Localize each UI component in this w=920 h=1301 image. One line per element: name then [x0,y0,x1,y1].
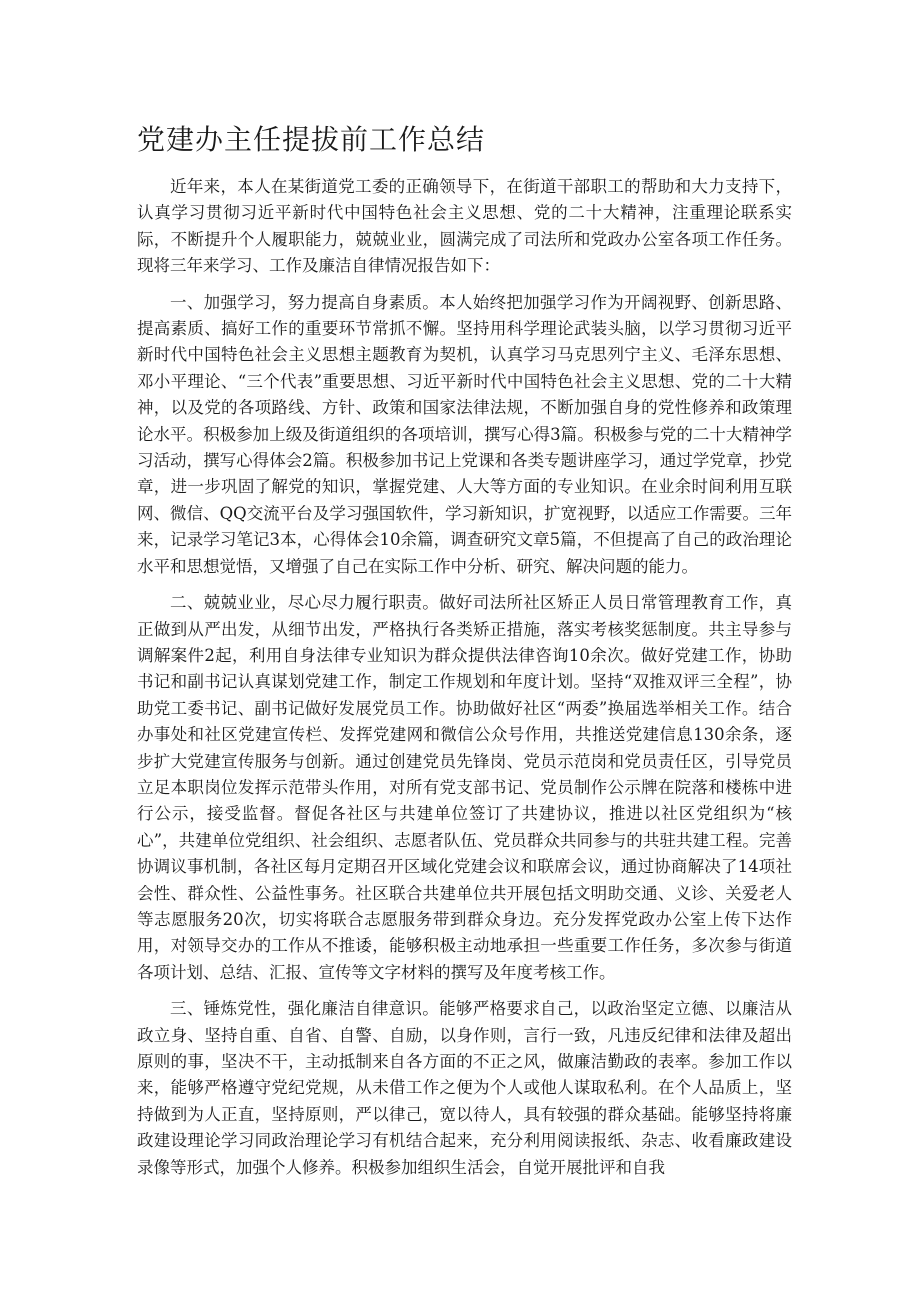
paragraph-intro: 近年来，本人在某街道党工委的正确领导下，在街道干部职工的帮助和大力支持下，认真学习贯彻习近平新时代中国特色社会主义思想、党的二十大精神，注重理论联系实际，不断提升个人履职能力，兢兢业业，圆满完成了司法所和党政办公室各项工作任务。现将三年来学习、工作及廉洁自律情况报告如下： [137,177,792,276]
document-title: 党建办主任提拔前工作总结 [137,123,486,156]
paragraph-integrity: 三、锤炼党性，强化廉洁自律意识。能够严格要求自己，以政治坚定立德、以廉洁从政立身、坚持自重、自省、自警、自励，以身作则，言行一致，凡违反纪律和法律及超出原则的事，坚决不干，主动抵制来自各方面的不正之风，做廉洁勤政的表率。参加工作以来，能够严格遵守党纪党规，从未借工作之便为个人或他人谋取私利。在个人品质上，坚持做到为人正直，坚持原则，严以律己，宽以待人，具有较强的群众基础。能够坚持将廉政建设理论学习同政治理论学习有机结合起来，充分利用阅读报纸、杂志、收看廉政建设录像等形式，加强个人修养。积极参加组织生活会，自觉开展批评和自我 [137,999,792,1177]
paragraph-duties: 二、兢兢业业，尽心尽力履行职责。做好司法所社区矫正人员日常管理教育工作，真正做到从严出发，从细节出发，严格执行各类矫正措施，落实考核奖惩制度。共主导参与调解案件2起，利用自身法律专业知识为群众提供法律咨询10余次。做好党建工作，协助书记和副书记认真谋划党建工作，制定工作规划和年度计划。坚持“双推双评三全程”，协助党工委书记、副书记做好发展党员工作。协助做好社区“两委”换届选举相关工作。结合办事处和社区党建宣传栏、发挥党建网和微信公众号作用，共推送党建信息130余条，逐步扩大党建宣传服务与创新。通过创建党员先锋岗、党员示范岗和党员责任区，引导党员立足本职岗位发挥示范带头作用，对所有党支部书记、党员制作公示牌在院落和楼栋中进行公示，接受监督。督促各社区与共建单位签订了共建协议，推进以社区党组织为“核心”，共建单位党组织、社会组织、志愿者队伍、党员群众共同参与的共驻共建工程。完善协调议事机制，各社区每月定期召开区域化党建会议和联席会议，通过协商解决了14项社会性、群众性、公益性事务。社区联合共建单位共开展包括文明助交通、义诊、关爱老人等志愿服务20次，切实将联合志愿服务带到群众身边。充分发挥党政办公室上传下达作用，对领导交办的工作从不推诿，能够积极主动地承担一些重要工作任务，多次参与街道各项计划、总结、汇报、宣传等文字材料的撰写及年度考核工作。 [137,593,792,982]
document-page [137,120,792,1191]
paragraph-study: 一、加强学习，努力提高自身素质。本人始终把加强学习作为开阔视野、创新思路、提高素质、搞好工作的重要环节常抓不懈。坚持用科学理论武装头脑，以学习贯彻习近平新时代中国特色社会主义思想主题教育为契机，认真学习马克思列宁主义、毛泽东思想、邓小平理论、“三个代表”重要思想、习近平新时代中国特色社会主义思想、党的二十大精神，以及党的各项路线、方针、政策和国家法律法规，不断加强自身的党性修养和政策理论水平。积极参加上级及街道组织的各项培训，撰写心得3篇。积极参与党的二十大精神学习活动，撰写心得体会2篇。积极参加书记上党课和各类专题讲座学习，通过学党章，抄党章，进一步巩固了解党的知识，掌握党建、人大等方面的专业知识。在业余时间利用互联网、微信、QQ交流平台及学习强国软件，学习新知识，扩宽视野，以适应工作需要。三年来，记录学习笔记3本，心得体会10余篇，调查研究文章5篇，不但提高了自己的政治理论水平和思想觉悟，又增强了自己在实际工作中分析、研究、解决问题的能力。 [137,292,792,576]
